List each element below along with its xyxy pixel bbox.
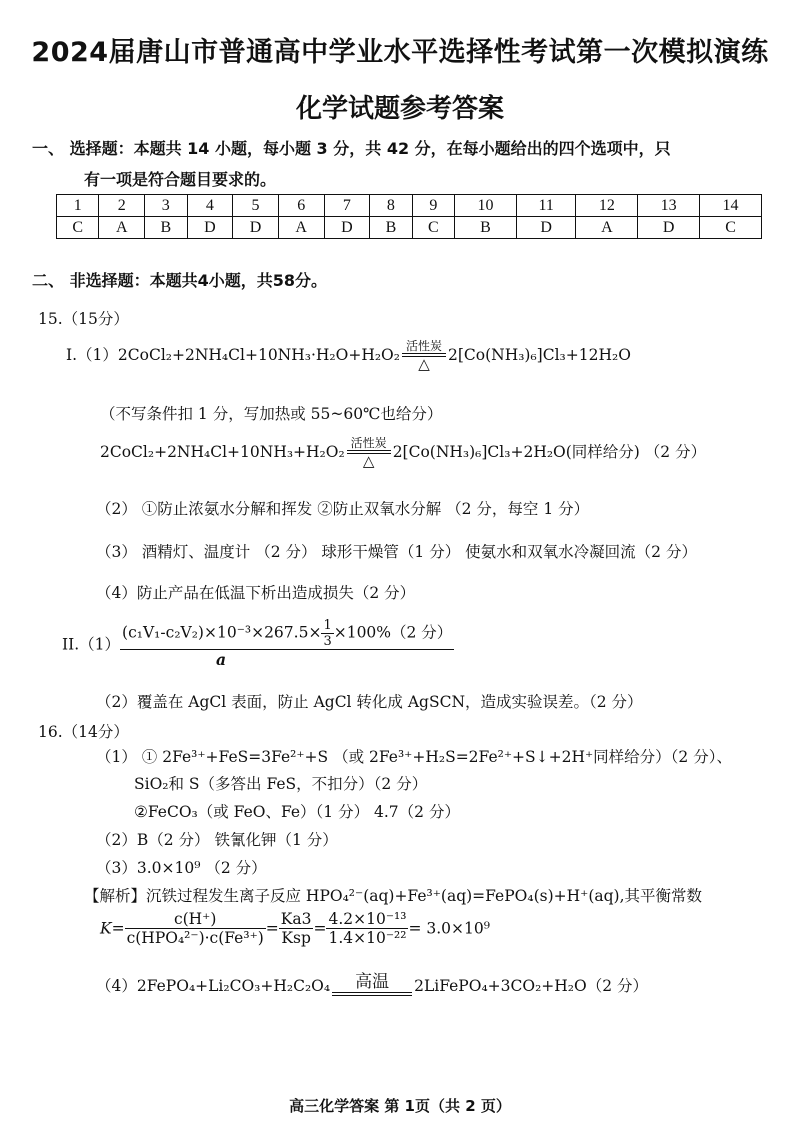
answer-table	[56, 194, 762, 239]
one-third-fraction: $\frac{1}{3}$	[323, 618, 332, 649]
high-temperature-label: 高温	[355, 972, 390, 992]
fraction-tail: ×100%（2 分）	[333, 623, 453, 642]
section1-intro-line2: 有一项是符合题目要求的。	[84, 170, 277, 189]
q16-line1: （1） ① 2Fe³⁺+FeS=3Fe²⁺+S （或 2Fe³⁺+H₂S=2Fe²⁺+S↓+2H⁺同样给分）（2 分）、	[96, 748, 732, 766]
equals-bar	[332, 992, 412, 996]
heat-symbol: △	[362, 452, 375, 470]
q15-part1-label: I.（1）	[66, 346, 118, 364]
question-number-cell: 14	[700, 195, 762, 217]
answer-cell: C	[412, 217, 454, 239]
fraction-denominator: a	[216, 650, 227, 669]
question-number-cell: 4	[187, 195, 233, 217]
answer-cell: A	[576, 217, 638, 239]
reaction-condition	[347, 437, 391, 469]
q15-part1-alt-equation	[100, 437, 706, 469]
question-number-cell: 9	[412, 195, 454, 217]
q16-heading: 16.（14分）	[38, 723, 129, 741]
answer-cell: A	[278, 217, 324, 239]
answer-cell: D	[187, 217, 233, 239]
q15-part1-products: 2[Co(NH₃)₆]Cl₃+12H₂O	[447, 346, 631, 364]
q15-ii-label: II.（1）	[62, 635, 121, 654]
q15-ii-part2: （2）覆盖在 AgCl 表面，防止 AgCl 转化成 AgSCN，造成实验误差。（2 分）	[96, 693, 643, 711]
catalyst-label: 活性炭	[350, 436, 387, 450]
k-label: K=	[100, 919, 125, 938]
q15-ii-formula	[62, 618, 454, 669]
section2-intro: 二、 非选择题：本题共4小题，共58分。	[32, 271, 327, 290]
q16-line3: ②FeCO₃（或 FeO、Fe）（1 分） 4.7（2 分）	[134, 803, 460, 821]
answer-cell: B	[370, 217, 412, 239]
heat-symbol: △	[418, 355, 430, 373]
answer-cell: D	[324, 217, 370, 239]
k-fraction-constants: $\frac{Ka3}{\text{Ksp}}$	[280, 910, 312, 947]
q15-heading: 15.（15分）	[38, 310, 129, 328]
reaction-condition	[402, 340, 446, 372]
k-result: = 3.0×10⁹	[408, 919, 490, 938]
q15-part1-equation	[66, 340, 631, 372]
answer-number-row	[57, 195, 762, 217]
question-number-cell: 1	[57, 195, 99, 217]
catalyst-label: 活性炭	[405, 339, 442, 353]
q15-part1-note: （不写条件扣 1 分，写加热或 55~60℃也给分）	[100, 405, 443, 423]
q15-part1-reactants: 2CoCl₂+2NH₄Cl+10NH₃·H₂O+H₂O₂	[117, 346, 400, 364]
reaction-condition	[332, 972, 412, 996]
q16-k-formula: K= $\frac{c(H^+)}{\text{c(HPO₄²⁻)·c(Fe³⁺)}}$ = $\frac{Ka3}{\text{Ksp}}$ = $\frac{\text{4.2×10⁻¹³}}{\text{1.4×10⁻²²}}$ = 3.0×10⁹	[100, 910, 490, 947]
fraction-numerator: (c₁V₁-c₂V₂)×10⁻³×267.5×	[122, 623, 322, 642]
q15-part4: （4）防止产品在低温下析出造成损失（2 分）	[96, 584, 416, 602]
answer-cell: C	[700, 217, 762, 239]
q16-line7-reactants: （4）2FePO₄+Li₂CO₃+H₂C₂O₄	[96, 977, 331, 995]
q15-part3: （3） 酒精灯、温度计 （2 分） 球形干燥管（1 分） 使氨水和双氧水冷凝回流（2 分）	[96, 543, 697, 561]
answer-cell: A	[99, 217, 145, 239]
page-title: 2024届唐山市普通高中学业水平选择性考试第一次模拟演练	[31, 37, 769, 68]
q15-part1-alt-products: 2[Co(NH₃)₆]Cl₃+2H₂O(同样给分) （2 分）	[392, 443, 707, 461]
question-number-cell: 6	[278, 195, 324, 217]
question-number-cell: 13	[638, 195, 700, 217]
question-number-cell: 12	[576, 195, 638, 217]
q16-line7-products: 2LiFePO₄+3CO₂+H₂O（2 分）	[414, 977, 648, 995]
k-fraction-values: $\frac{\text{4.2×10⁻¹³}}{\text{1.4×10⁻²²}}$	[328, 910, 407, 947]
question-number-cell: 3	[145, 195, 187, 217]
q16-line5: （3）3.0×10⁹ （2 分）	[96, 859, 267, 877]
answer-cell: B	[455, 217, 517, 239]
answer-cell: D	[233, 217, 279, 239]
page-footer: 高三化学答案 第 1页（共 2 页）	[289, 1097, 511, 1115]
k-fraction-concentration: $\frac{c(H^+)}{\text{c(HPO₄²⁻)·c(Fe³⁺)}}$	[126, 910, 264, 947]
question-number-cell: 8	[370, 195, 412, 217]
page-subtitle: 化学试题参考答案	[295, 94, 504, 124]
q16-line4: （2）B（2 分） 铁氰化钾（1 分）	[96, 831, 338, 849]
q16-analysis: 【解析】沉铁过程发生离子反应 HPO₄²⁻(aq)+Fe³⁺(aq)=FePO₄(s)+H⁺(aq),其平衡常数	[84, 887, 703, 905]
question-number-cell: 2	[99, 195, 145, 217]
question-number-cell: 7	[324, 195, 370, 217]
answer-cell: D	[516, 217, 576, 239]
answer-cell: C	[57, 217, 99, 239]
answer-letter-row	[57, 217, 762, 239]
question-number-cell: 11	[516, 195, 576, 217]
q15-part2: （2） ①防止浓氨水分解和挥发 ②防止双氧水分解 （2 分，每空 1 分）	[96, 500, 590, 518]
q16-line7-equation	[96, 972, 648, 996]
q15-part1-alt-reactants: 2CoCl₂+2NH₄Cl+10NH₃+H₂O₂	[100, 443, 345, 461]
q16-line2: SiO₂和 S（多答出 FeS，不扣分）（2 分）	[134, 775, 428, 793]
section1-intro-line1: 一、 选择题：本题共 14 小题，每小题 3 分，共 42 分，在每小题给出的四个选项中，只	[32, 139, 671, 158]
answer-cell: B	[145, 217, 187, 239]
question-number-cell: 5	[233, 195, 279, 217]
answer-cell: D	[638, 217, 700, 239]
question-number-cell: 10	[455, 195, 517, 217]
purity-fraction	[120, 618, 454, 669]
